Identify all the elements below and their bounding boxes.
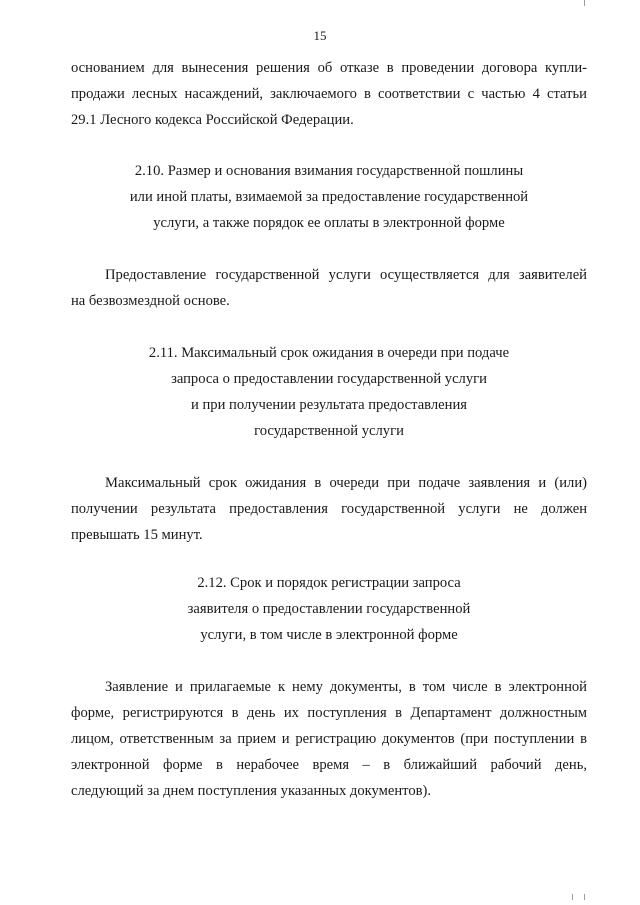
text-line: форме, регистрируются в день их поступления в Департамент должностным [71,705,587,721]
section-2-12-body [71,674,587,804]
page-number: 15 [313,28,327,43]
text-line: получении результата предоставления государственной услуги не должен [71,501,587,517]
heading-line: 2.10. Размер и основания взимания государственной пошлины [134,163,524,179]
section-2-12-heading [71,570,587,648]
text-line: продажи лесных насаждений, заключаемого в соответствии с частью 4 статьи [71,86,587,102]
heading-line: 2.12. Срок и порядок регистрации запроса [197,575,461,591]
text-line: превышать 15 минут. [71,527,203,543]
text-line: на безвозмездной основе. [71,293,230,309]
heading-line: и при получении результата предоставления [191,397,467,413]
section-2-11-body [71,470,587,548]
scan-mark [584,894,585,900]
text-line: Заявление и прилагаемые к нему документы, в том числе в электронной [105,679,587,695]
scan-mark [584,0,585,6]
heading-line: или иной платы, взимаемой за предоставление государственной [129,189,529,205]
heading-line: государственной услуги [254,423,404,439]
text-line: основанием для вынесения решения об отказе в проведении договора купли- [71,60,587,76]
text-line: Предоставление государственной услуги осуществляется для заявителей [105,267,587,283]
text-line: лицом, ответственным за прием и регистрацию документов (при поступлении в [71,731,587,747]
heading-line: запроса о предоставлении государственной услуги [171,371,487,387]
scan-mark [572,894,573,900]
section-2-10-body [71,262,587,314]
heading-line: 2.11. Максимальный срок ожидания в очереди при подаче [148,345,510,361]
section-2-10-heading [71,158,587,236]
heading-line: заявителя о предоставлении государственной [187,601,471,617]
text-line: электронной форме в нерабочее время – в ближайший рабочий день, [71,757,587,773]
continuation-paragraph [71,55,587,133]
heading-line: услуги, в том числе в электронной форме [200,627,458,643]
section-2-11-heading [71,340,587,444]
text-line: Максимальный срок ожидания в очереди при подаче заявления и (или) [105,475,587,491]
text-line: 29.1 Лесного кодекса Российской Федерации. [71,112,354,128]
heading-line: услуги, а также порядок ее оплаты в электронной форме [153,215,505,231]
text-line: следующий за днем поступления указанных документов). [71,783,432,799]
